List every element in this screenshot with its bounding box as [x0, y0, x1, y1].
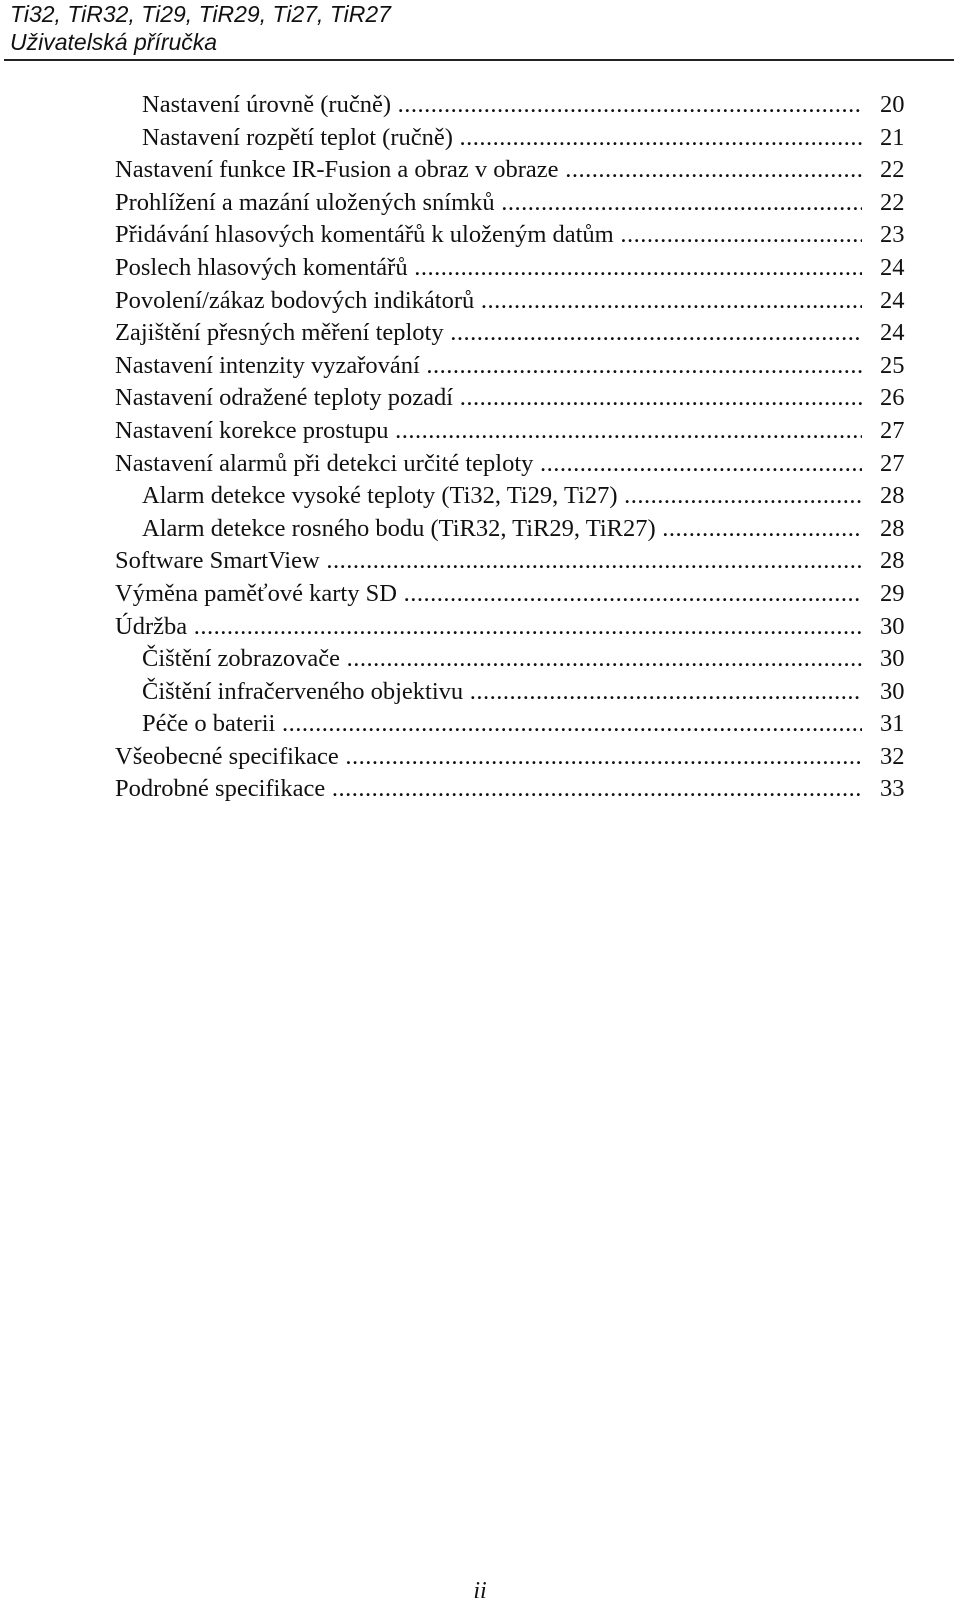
toc-entry[interactable] [0, 122, 960, 155]
toc-entry-page: 33 [880, 775, 905, 803]
toc-entry[interactable] [0, 154, 960, 187]
toc-entry-page: 26 [880, 384, 905, 412]
toc-entry[interactable] [0, 415, 960, 448]
toc-entry[interactable] [0, 317, 960, 350]
toc-entry[interactable] [0, 187, 960, 220]
toc-entry[interactable] [0, 708, 960, 741]
toc-entry-title: Přidávání hlasových komentářů k uloženým datům ..... [115, 219, 862, 252]
toc-entry-title: Alarm detekce vysoké teploty (Ti32, Ti29, Ti27) ..... [142, 480, 862, 513]
toc-entry[interactable] [0, 513, 960, 546]
toc-entry-page: 30 [880, 677, 905, 705]
toc-entry-page: 22 [880, 188, 905, 216]
toc-entry[interactable] [0, 219, 960, 252]
toc-entry-title: Nastavení odražené teploty pozadí ..... [115, 382, 862, 415]
toc-entry-title: Nastavení alarmů při detekci určité teploty ..... [115, 448, 862, 481]
toc-entry-title: Alarm detekce rosného bodu (TiR32, TiR29, TiR27) ..... [142, 513, 862, 546]
toc-entry-title: Poslech hlasových komentářů ..... [115, 252, 862, 285]
header-divider [4, 59, 954, 61]
toc-entry-title: Zajištění přesných měření teploty ..... [115, 317, 862, 350]
toc-entry[interactable] [0, 741, 960, 774]
toc-entry-page: 28 [880, 547, 905, 575]
toc-entry-page: 24 [880, 286, 905, 314]
toc-entry-page: 29 [880, 579, 905, 607]
page-number: ii [473, 1578, 487, 1604]
toc-entry-title: Výměna paměťové karty SD ..... [115, 578, 862, 611]
toc-entry-page: 28 [880, 514, 905, 542]
table-of-contents [0, 89, 960, 806]
toc-entry-page: 21 [880, 123, 905, 151]
toc-entry[interactable] [0, 480, 960, 513]
toc-entry-title: Údržba ..... [115, 611, 862, 644]
toc-entry[interactable] [0, 382, 960, 415]
toc-entry-page: 23 [880, 221, 905, 249]
document-model-title: Ti32, TiR32, Ti29, TiR29, Ti27, TiR27 [10, 1, 391, 27]
toc-entry-page: 32 [880, 742, 905, 770]
toc-entry-page: 31 [880, 710, 905, 738]
toc-entry-page: 24 [880, 319, 905, 347]
toc-entry-title: Péče o baterii ..... [142, 708, 862, 741]
toc-entry-page: 25 [880, 351, 905, 379]
toc-entry[interactable] [0, 285, 960, 318]
toc-entry-page: 24 [880, 253, 905, 281]
toc-entry[interactable] [0, 773, 960, 806]
toc-entry-title: Nastavení funkce IR-Fusion a obraz v obraze ..... [115, 154, 862, 187]
toc-entry-page: 27 [880, 449, 905, 477]
toc-entry-title: Povolení/zákaz bodových indikátorů ..... [115, 285, 862, 318]
toc-entry[interactable] [0, 545, 960, 578]
toc-entry-title: Čištění infračerveného objektivu ..... [142, 676, 862, 709]
toc-entry-title: Nastavení úrovně (ručně) ..... [142, 89, 862, 122]
toc-entry-page: 22 [880, 156, 905, 184]
toc-entry[interactable] [0, 448, 960, 481]
toc-entry-title: Všeobecné specifikace ..... [115, 741, 862, 774]
toc-entry-title: Nastavení korekce prostupu ..... [115, 415, 862, 448]
toc-entry-title: Software SmartView ..... [115, 545, 862, 578]
toc-entry-title: Čištění zobrazovače ..... [142, 643, 862, 676]
toc-entry[interactable] [0, 643, 960, 676]
toc-entry-title: Prohlížení a mazání uložených snímků ..... [115, 187, 862, 220]
toc-entry[interactable] [0, 611, 960, 644]
toc-entry-page: 20 [880, 91, 905, 118]
toc-entry-page: 28 [880, 482, 905, 510]
toc-entry-title: Nastavení intenzity vyzařování ..... [115, 350, 862, 383]
toc-entry[interactable] [0, 350, 960, 383]
toc-entry-title: Podrobné specifikace ..... [115, 773, 862, 806]
toc-entry[interactable] [0, 89, 960, 122]
toc-entry-title: Nastavení rozpětí teplot (ručně) ..... [142, 122, 862, 155]
toc-entry-page: 30 [880, 612, 905, 640]
page-header [10, 0, 955, 56]
document-subtitle: Uživatelská příručka [10, 29, 218, 55]
toc-entry[interactable] [0, 676, 960, 709]
toc-entry-page: 30 [880, 645, 905, 673]
toc-entry[interactable] [0, 252, 960, 285]
toc-entry-page: 27 [880, 416, 905, 444]
toc-entry[interactable] [0, 578, 960, 611]
